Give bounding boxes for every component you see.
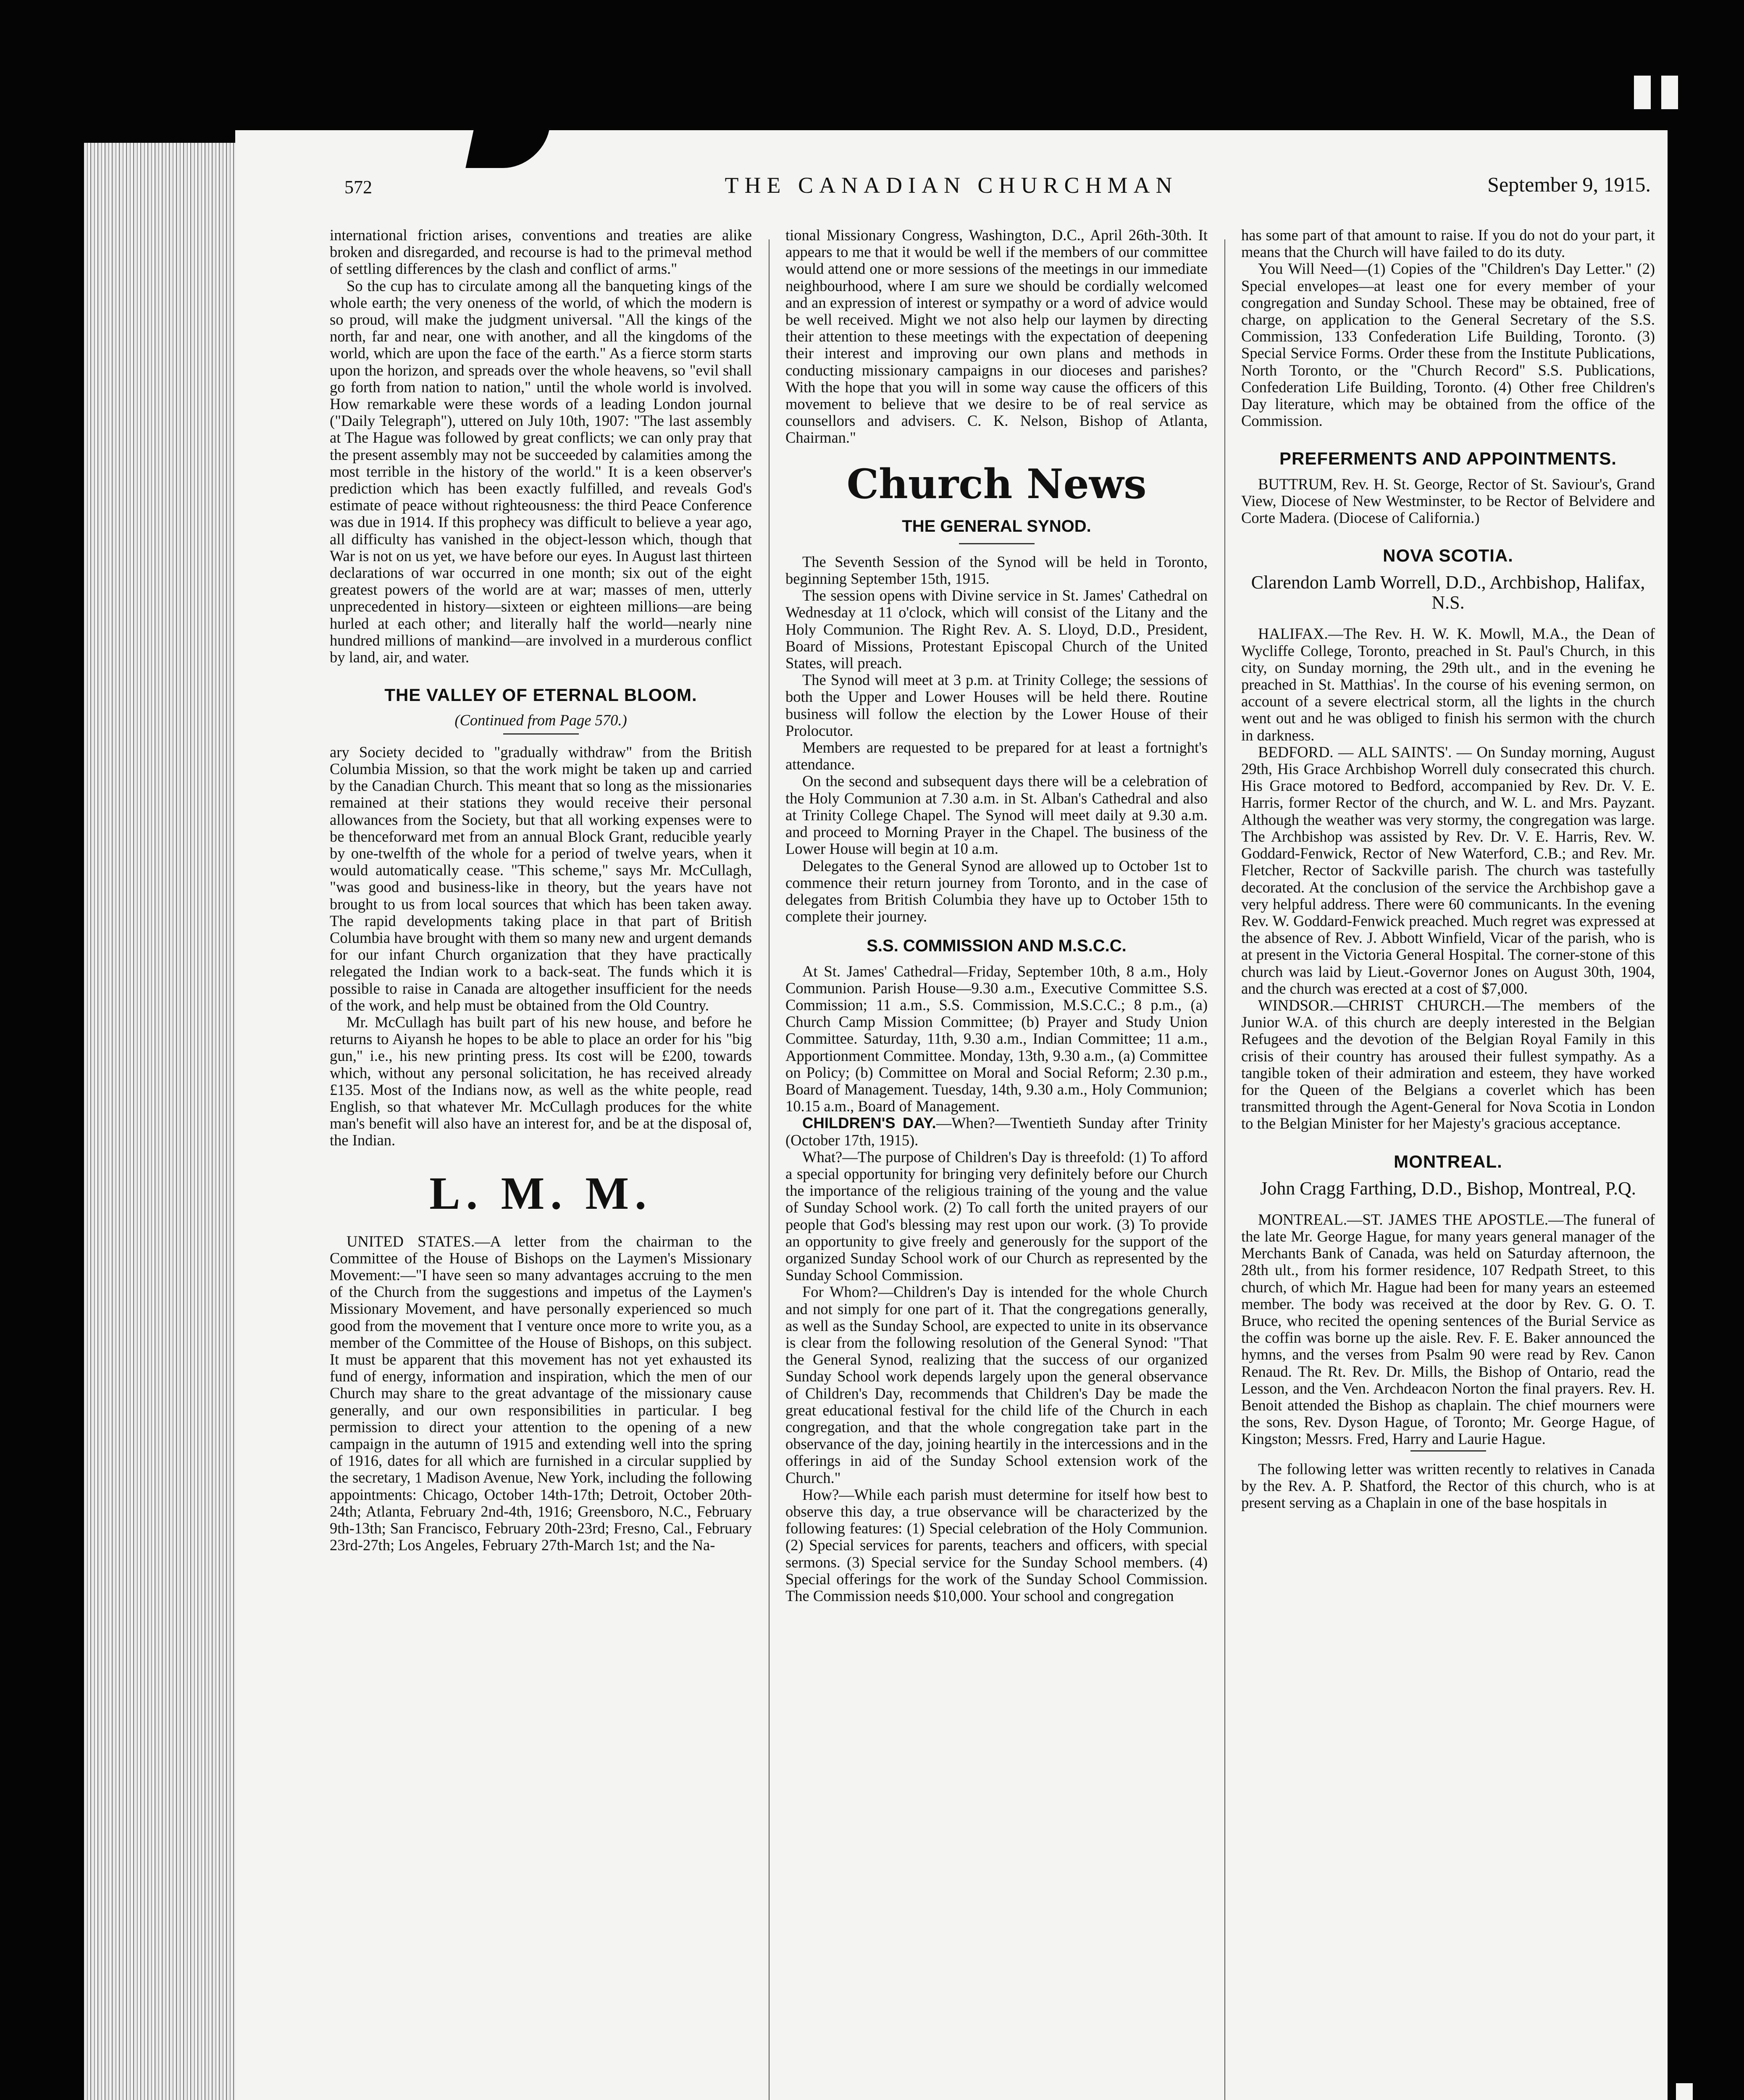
paragraph: On the second and subsequent days there will be a celebration of the Holy Communion at 7.30 a.m. in St. Alban's Cathedral and also at Trinity College Chapel. The Synod will meet daily at 9.30 a.m. and proceed to Morning Prayer in the Chapel. The business of the Lower House will begin at 10 a.m. (785, 772, 1208, 858)
paragraph: international friction arises, conventions and treaties are alike broken and disregarded, and recourse is had to the primeval method of settling differences by the clash and conflict of arms." (330, 227, 752, 278)
paragraph: So the cup has to circulate among all the banqueting kings of the whole earth; the very oneness of the world, of which the modern is so proud, will make the judgment universal. "All the kings of the north, far and near, one with another, and all the kingdoms of the world, which are upon the face of the earth." As a fierce storm starts upon the horizon, and spreads over the whole heavens, so "evil shall go forth from nation to nation," until the whole world is involved. How remarkable were these words of a leading London journal ("Daily Telegraph"), uttered on July 10th, 1907: "The last assembly at The Hague was followed by great conflicts; we can only pray that the present assembly may not be succeeded by calamities among the most terrible in the history of the world." It is a keen observer's prediction which has been exactly fulfilled, and reveals God's estimate of peace without righteousness: the third Peace Conference was due in 1914. If this prophecy was difficult to believe a year ago, all difficulty has vanished in the object-lesson which, though that War is not on us yet, we have before our eyes. In August last thirteen declarations of war occurred in one month; six out of the eight greatest powers of the world are at war; masses of men, utterly unprecedented in history—sixteen or eighteen millions—are being hurled at each other; and literally half the world—nearly nine hundred millions of mankind—are involved in a murderous conflict by land, air, and water. (330, 277, 752, 666)
diocese-bishop: John Cragg Farthing, D.D., Bishop, Montreal, P.Q. (1260, 1178, 1636, 1199)
issue-date: September 9, 1915. (1487, 173, 1651, 196)
section-heading: L. M. M. (429, 1167, 652, 1219)
divider (503, 733, 579, 735)
divider (959, 543, 1035, 544)
paragraph: UNITED STATES.—A letter from the chairman to the Committee of the House of Bishops on the Laymen's Missionary Movement:—"I have seen so many advantages accruing to the men of the Church from the suggestions and impetus of the Laymen's Missionary Movement, and have personally experienced so much good from the movement that I venture once more to write you, as a member of the Committee of the House of Bishops, on this subject. It must be apparent that this movement has not yet exhausted its fund of energy, information and inspiration, which the men of our Church may share to the great advantage of the missionary cause generally, and our own responsibilities in particular. I beg permission to direct your attention to the opening of a new campaign in the autumn of 1915 and extending well into the spring of 1916, dates for all which are furnished in a circular supplied by the secretary, 1 Madison Avenue, New York, including the following appointments: Chicago, October 14th-17th; Detroit, October 20th-24th; Atlanta, February 2nd-4th, 1916; Greensboro, N.C., February 9th-13th; San Francisco, February 20th-23rd; Fresno, Cal., February 23rd-27th; Los Angeles, February 27th-March 1st; and the Na- (330, 1232, 752, 1554)
column-1 (330, 227, 752, 2100)
section-heading: Church News (846, 460, 1147, 508)
article-heading: THE GENERAL SYNOD. (902, 517, 1091, 536)
paragraph: What?—The purpose of Children's Day is threefold: (1) To afford a special opportunity for bringing very definitely before our Church the importance of the religious training of the young and the value of Sunday School work. (2) To call forth the united prayers of our people that God's blessing may rest upon our work. (3) To provide an opportunity to give freely and generously for the support of the organized Sunday School work of our Church as represented by the Sunday School Commission. (785, 1148, 1208, 1284)
paragraph: The Synod will meet at 3 p.m. at Trinity College; the sessions of both the Upper and Lower Houses will be held there. Routine business will follow the election by the Lower House of their Prolocutor. (785, 671, 1208, 739)
newspaper-page (235, 130, 1668, 2100)
article-heading: PREFERMENTS AND APPOINTMENTS. (1279, 449, 1617, 469)
film-mark-bottom-3 (1676, 2083, 1693, 2100)
paragraph: ary Society decided to "gradually withdraw" from the British Columbia Mission, so that the work might be taken up and carried by the Canadian Church. This meant that so long as the missionaries remained at their stations they would receive their personal allowances from the Society, but that all working expenses were to be thenceforward met from an annual Block Grant, reducible yearly by one-twelfth of the whole for a period of twelve years, when it would automatically cease. "This scheme," says Mr. McCullagh, "was good and business-like in theory, but the years have not brought to us from local sources that which has been taken away. The rapid developments taking place in that part of British Columbia have brought with them so many new and urgent demands for our infant Church organization that they have practically relegated the Indian work to a back-seat. The funds which it is possible to raise in Canada are altogether insufficient for the needs of the work, and help must be obtained from the Old Country. (330, 743, 752, 1014)
paragraph: You Will Need—(1) Copies of the "Children's Day Letter." (2) Special envelopes—at least one for every member of your congregation and Sunday School. These may be obtained, free of charge, on application to the General Secretary of the S.S. Commission, 133 Confederation Life Building, Toronto. (3) Special Service Forms. Order these from the Institute Publications, North Toronto, or the "Church Record" S.S. Publications, Confederation Life Building, Toronto. (4) Other free Children's Day literature, which may be obtained from the office of the Commission. (1241, 260, 1655, 430)
column-2 (785, 227, 1208, 2100)
paragraph: WINDSOR.—CHRIST CHURCH.—The members of the Junior W.A. of this church are deeply interested in the Belgian Refugees and the devotion of the Belgian Royal Family in this crisis of their country has aroused their fullest sympathy. As a tangible token of their admiration and esteem, they have worked for the Queen of the Belgians a coverlet which has been transmitted through the Agent-General for Nova Scotia in London to the Belgian Minister for her Majesty's gracious acceptance. (1241, 996, 1655, 1132)
paragraph: MONTREAL.—ST. JAMES THE APOSTLE.—The funeral of the late Mr. George Hague, for many years general manager of the Merchants Bank of Canada, was held on Saturday afternoon, the 28th ult., from his former residence, 107 Redpath Street, to this church, of which Mr. Hague had been for many years an esteemed member. The body was received at the door by Rev. G. O. T. Bruce, who recited the opening sentences of the Burial Service as the coffin was borne up the aisle. Rev. F. E. Baker announced the hymns, and the verses from Psalm 90 were read by Rev. Canon Renaud. The Rt. Rev. Dr. Mills, the Bishop of Ontario, read the Lesson, and the Ven. Archdeacon Norton the final prayers. Rev. H. Benoit attended the Bishop as chaplain. The chief mourners were the sons, Rev. Dyson Hague, of Toronto; Mr. George Hague, of Kingston; Messrs. Fred, Harry and Laurie Hague. (1241, 1210, 1655, 1448)
film-mark-top (1634, 76, 1651, 109)
article-subheading: (Continued from Page 570.) (454, 711, 627, 729)
paragraph: The Seventh Session of the Synod will be held in Toronto, beginning September 15th, 1915. (785, 553, 1208, 588)
masthead-title: THE CANADIAN CHURCHMAN (725, 173, 1178, 198)
paragraph: Members are requested to be prepared for at least a fortnight's attendance. (785, 739, 1208, 773)
diocese-heading: NOVA SCOTIA. (1383, 546, 1513, 566)
paragraph: Mr. McCullagh has built part of his new house, and before he returns to Aiyansh he hopes to be able to place an order for his "big gun," i.e., his new printing press. Its cost will be £200, towards which, without any personal solicitation, he has received already £135. Most of the Indians now, as well as the white people, read English, so that whatever Mr. McCullagh produces for the white man's benefit will also have an interest for, and be at the disposal of, the Indian. (330, 1013, 752, 1149)
paragraph: Delegates to the General Synod are allowed up to October 1st to commence their return journey from Toronto, and in the case of delegates from British Columbia they have up to October 15th to complete their journey. (785, 857, 1208, 925)
column-rule (1224, 239, 1225, 2100)
paragraph: BUTTRUM, Rev. H. St. George, Rector of St. Saviour's, Grand View, Diocese of New Westminster, to be Rector of Belvidere and Corte Madera. (Diocese of California.) (1241, 475, 1655, 527)
paragraph: The session opens with Divine service in St. James' Cathedral on Wednesday at 11 o'clock, which will consist of the Litany and the Holy Communion. The Right Rev. A. S. Lloyd, D.D., President, Board of Missions, Protestant Episcopal Church of the United States, will preach. (785, 587, 1208, 672)
column-rule (769, 239, 770, 2100)
diocese-heading: MONTREAL. (1394, 1151, 1502, 1171)
paragraph: has some part of that amount to raise. If you do not do your part, it means that the Church will have failed to do its duty. (1241, 227, 1655, 261)
paragraph: tional Missionary Congress, Washington, D.C., April 26th-30th. It appears to me that it would be well if the members of our committee would attend one or more sessions of the meetings in our immediate neighbourhood, where I am sure we should be cordially welcomed and an expression of interest or sympathy or a word of advice would be well received. Might we not also help our laymen by directing their attention to these meetings with the expectation of deepening their interest and improving our own plans and methods in conducting missionary campaigns in our dioceses and parishes? With the hope that you will in some way cause the officers of this movement to believe that we desire to be of real service as counsellors and advisers. C. K. Nelson, Bishop of Atlanta, Chairman." (785, 227, 1208, 446)
diocese-bishop: Clarendon Lamb Worrell, D.D., Archbishop, Halifax, N.S. (1251, 572, 1645, 613)
divider (1410, 1450, 1486, 1452)
page-number: 572 (344, 177, 372, 197)
paragraph: The following letter was written recently to relatives in Canada by the Rev. A. P. Shatford, the Rector of this church, who is at present serving as a Chaplain in one of the base hospitals in (1241, 1460, 1655, 1511)
paragraph: BEDFORD. — ALL SAINTS'. — On Sunday morning, August 29th, His Grace Archbishop Worrell duly consecrated this church. His Grace motored to Bedford, accompanied by Rev. Dr. V. E. Harris, former Rector of the church, and W. L. and Mrs. Payzant. Although the weather was very stormy, the congregation was large. The Archbishop was assisted by Rev. Dr. V. E. Harris, Rev. W. Goddard-Fenwick, Rector of New Waterford, C.B.; and Rev. Mr. Fletcher, Rector of Sackville parish. The church was tastefully decorated. At the conclusion of the service the Archbishop gave a very helpful address. There were 60 communicants. In the evening Rev. W. Goddard-Fenwick preached. Much regret was expressed at the absence of Rev. J. Abbott Winfield, Vicar of the parish, who is at present in the Victoria General Hospital. The corner-stone of this church was laid by Lieut.-Governor Jones on August 30th, 1904, and the church was erected at a cost of $7,000. (1241, 743, 1655, 997)
paragraph (785, 1115, 1208, 1148)
page-header (235, 168, 1668, 206)
paragraph: For Whom?—Children's Day is intended for the whole Church and not simply for one part of it. That the congregations generally, as well as the Sunday School, are expected to unite in its observance is clear from the following resolution of the General Synod: "That the General Synod, realizing that the success of our organized Sunday School work depends largely upon the general observance of Children's Day, recommends that Children's Day be made the great educational festival for the child life of the Church in each congregation, and that the whole congregation take part in the observance of the day, joining heartily in the intercessions and in the offerings in aid of the Sunday School extension work of the Church." (785, 1283, 1208, 1486)
column-3 (1241, 227, 1655, 2100)
run-in-text: —When?—Twentieth Sunday after Trinity (October 17th, 1915). (785, 1114, 1208, 1149)
paragraph: How?—While each parish must determine for itself how best to observe this day, a true observance will be characterized by the following features: (1) Special celebration of the Holy Communion. (2) Special services for parents, teachers and officers, with special sermons. (3) Special service for the Sunday School members. (4) Special offerings for the work of the Sunday School Commission. The Commission needs $10,000. Your school and congregation (785, 1486, 1208, 1605)
run-in-heading: CHILDREN'S DAY. (802, 1114, 936, 1132)
article-heading: S.S. COMMISSION AND M.S.C.C. (867, 937, 1127, 956)
paragraph: At St. James' Cathedral—Friday, September 10th, 8 a.m., Holy Communion. Parish House—9.30 a.m., Executive Committee S.S. Commission; 11 a.m., S.S. Commission, M.S.C.C.; 8 p.m., (a) Church Camp Mission Committee; (b) Prayer and Study Union Committee. Saturday, 11th, 9.30 a.m., Indian Committee; 11 a.m., Apportionment Committee. Monday, 13th, 9.30 a.m., (a) Committee on Policy; (b) Committee on Moral and Social Reform; 2.30 p.m., Board of Management. Tuesday, 14th, 9.30 a.m., Holy Communion; 10.15 a.m., Board of Management. (785, 962, 1208, 1115)
article-heading: THE VALLEY OF ETERNAL BLOOM. (384, 685, 697, 705)
paragraph: HALIFAX.—The Rev. H. W. K. Mowll, M.A., the Dean of Wycliffe College, Toronto, preached in St. Paul's Church, in this city, on Sunday morning, the 29th ult., and in the evening he preached in St. Matthias'. In the course of his evening sermon, on account of a severe electrical storm, all the lights in the church went out and he was obliged to finish his sermon with the church in darkness. (1241, 625, 1655, 744)
film-mark-top-2 (1661, 76, 1678, 109)
